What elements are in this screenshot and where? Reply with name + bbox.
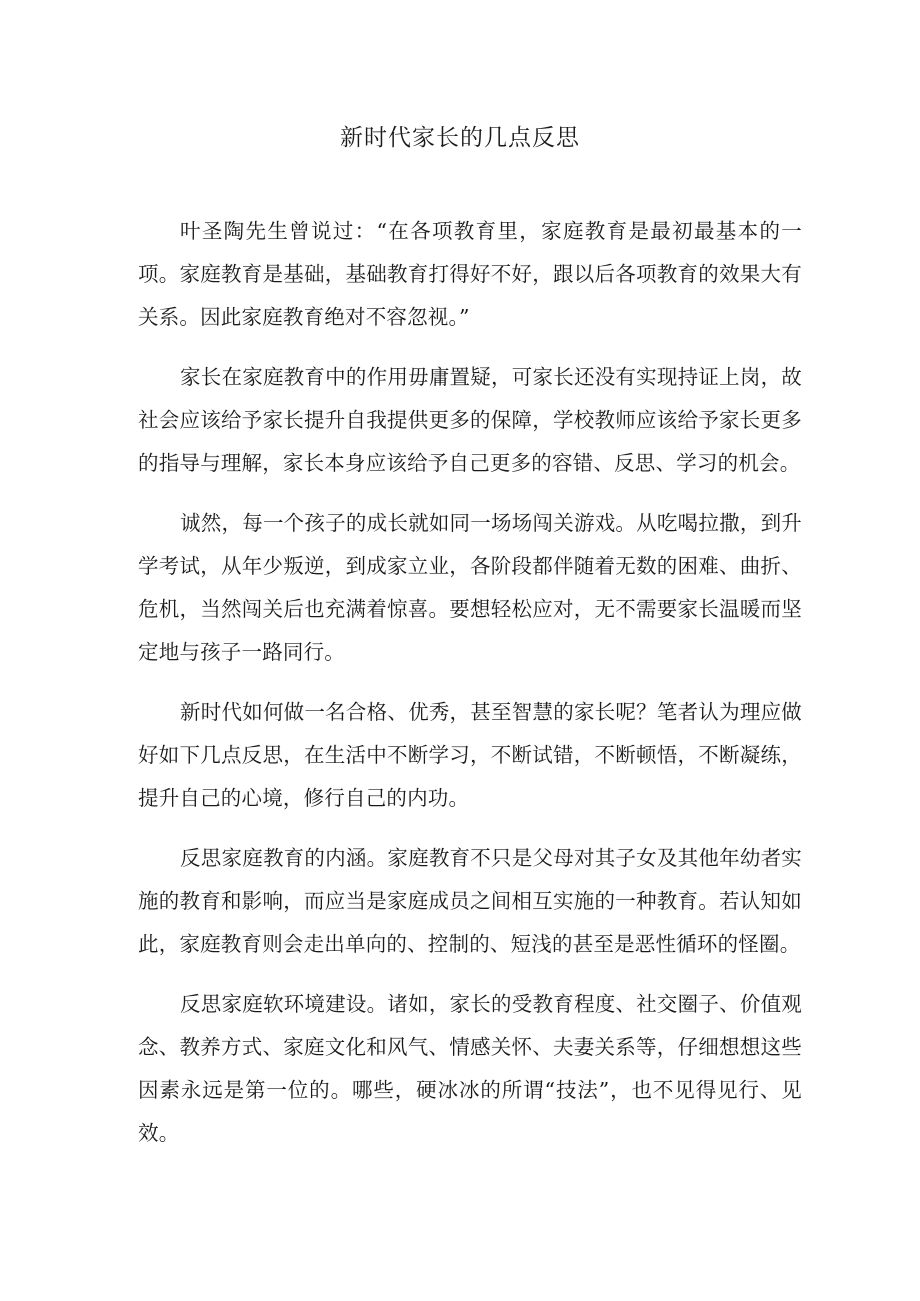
document-body (138, 210, 802, 1172)
paragraph-3: 诚然，每一个孩子的成长就如同一场场闯关游戏。从吃喝拉撒，到升学考试，从年少叛逆，到成家立业，各阶段都伴随着无数的困难、曲折、危机，当然闯关后也充满着惊喜。要想轻松应对，无不需要家长温暖而坚定地与孩子一路同行。 (138, 511, 802, 664)
paragraph-6: 反思家庭软环境建设。诸如，家长的受教育程度、社交圈子、价值观念、教养方式、家庭文化和风气、情感关怀、夫妻关系等，仔细想想这些因素永远是第一位的。哪些，硬冰冰的所谓“技法”，也不见得见行、见效。 (138, 992, 802, 1145)
paragraph-4: 新时代如何做一名合格、优秀，甚至智慧的家长呢？笔者认为理应做好如下几点反思，在生活中不断学习，不断试错，不断顿悟，不断凝练，提升自己的心境，修行自己的内功。 (138, 700, 802, 810)
paragraph-1: 叶圣陶先生曾说过：“在各项教育里，家庭教育是最初最基本的一项。家庭教育是基础，基础教育打得好不好，跟以后各项教育的效果大有关系。因此家庭教育绝对不容忽视。” (138, 219, 802, 329)
paragraph-2: 家长在家庭教育中的作用毋庸置疑，可家长还没有实现持证上岗，故社会应该给予家长提升自我提供更多的保障，学校教师应该给予家长更多的指导与理解，家长本身应该给予自己更多的容错、反思、学习的机会。 (138, 365, 802, 475)
document-title: 新时代家长的几点反思 (340, 125, 580, 151)
paragraph-5: 反思家庭教育的内涵。家庭教育不只是父母对其子女及其他年幼者实施的教育和影响，而应当是家庭成员之间相互实施的一种教育。若认知如此，家庭教育则会走出单向的、控制的、短浅的甚至是恶性循环的怪圈。 (138, 846, 802, 956)
